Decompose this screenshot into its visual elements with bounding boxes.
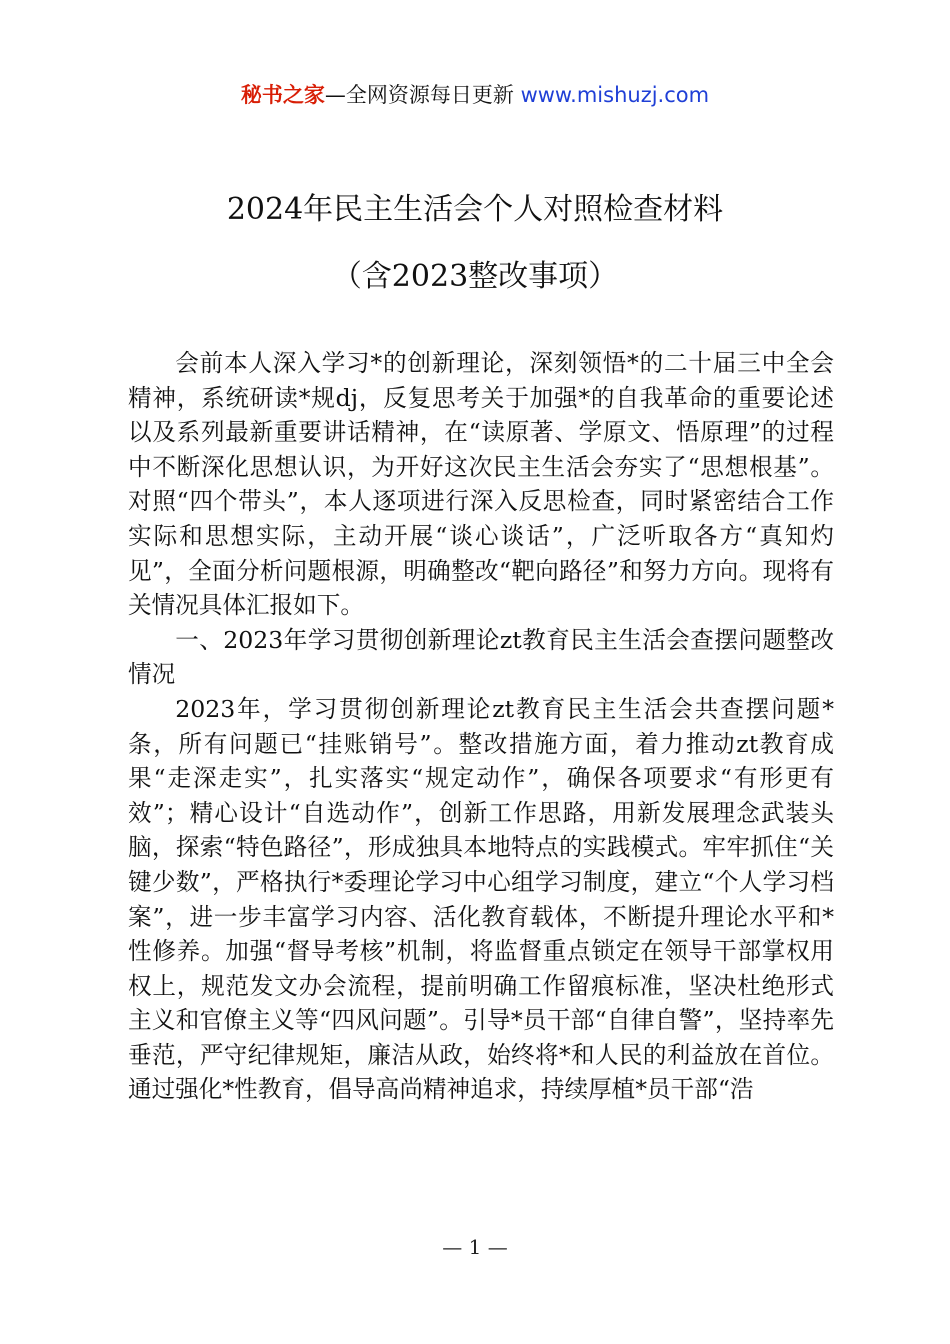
page-number: — 1 — [442,1235,508,1259]
body-paragraph-intro: 会前本人深入学习*的创新理论，深刻领悟*的二十届三中全会精神，系统研读*规dj，反复思考关于加强*的自我革命的重要论述以及系列最新重要讲话精神，在“读原著、学原文、悟原理”的过程中不断深化思想认识，为开好这次民主生活会夯实了“思想根基”。对照“四个带头”，本人逐项进行深入反思检查，同时紧密结合工作实际和思想实际，主动开展“谈心谈话”，广泛听取各方“真知灼见”，全面分析问题根源，明确整改“靶向路径”和努力方向。现将有关情况具体汇报如下。 [128,349,834,620]
document-title: 2024年民主生活会个人对照检查材料 [226,192,724,227]
document-subtitle: （含2023整改事项） [331,259,619,294]
site-brand: 秘书之家 [240,83,325,107]
body-paragraph-section-1: 2023年，学习贯彻创新理论zt教育民主生活会共查摆问题*条，所有问题已“挂账销号”。整改措施方面，着力推动zt教育成果“走深走实”，扎实落实“规定动作”，确保各项要求“有形更有效”；精心设计“自选动作”，创新工作思路，用新发展理念武装头脑，探索“特色路径”，形成独具本地特点的实践模式。牢牢抓住“关键少数”，严格执行*委理论学习中心组学习制度，建立“个人学习档案”，进一步丰富学习内容、活化教育载体，不断提升理论水平和*性修养。加强“督导考核”机制，将监督重点锁定在领导干部掌权用权上，规范发文办会流程，提前明确工作留痕标准，坚决杜绝形式主义和官僚主义等“四风问题”。引导*员干部“自律自警”，坚持率先垂范，严守纪律规矩，廉洁从政，始终将*和人民的利益放在首位。通过强化*性教育，倡导高尚精神追求，持续厚植*员干部“浩 [128,694,834,1104]
site-header [0,80,950,110]
site-slogan: —全网资源每日更新 [324,83,514,107]
site-url-link[interactable]: www.mishuzj.com [520,83,710,107]
section-heading-1: 一、2023年学习贯彻创新理论zt教育民主生活会查摆问题整改情况 [128,625,834,689]
document-body [128,346,834,1107]
